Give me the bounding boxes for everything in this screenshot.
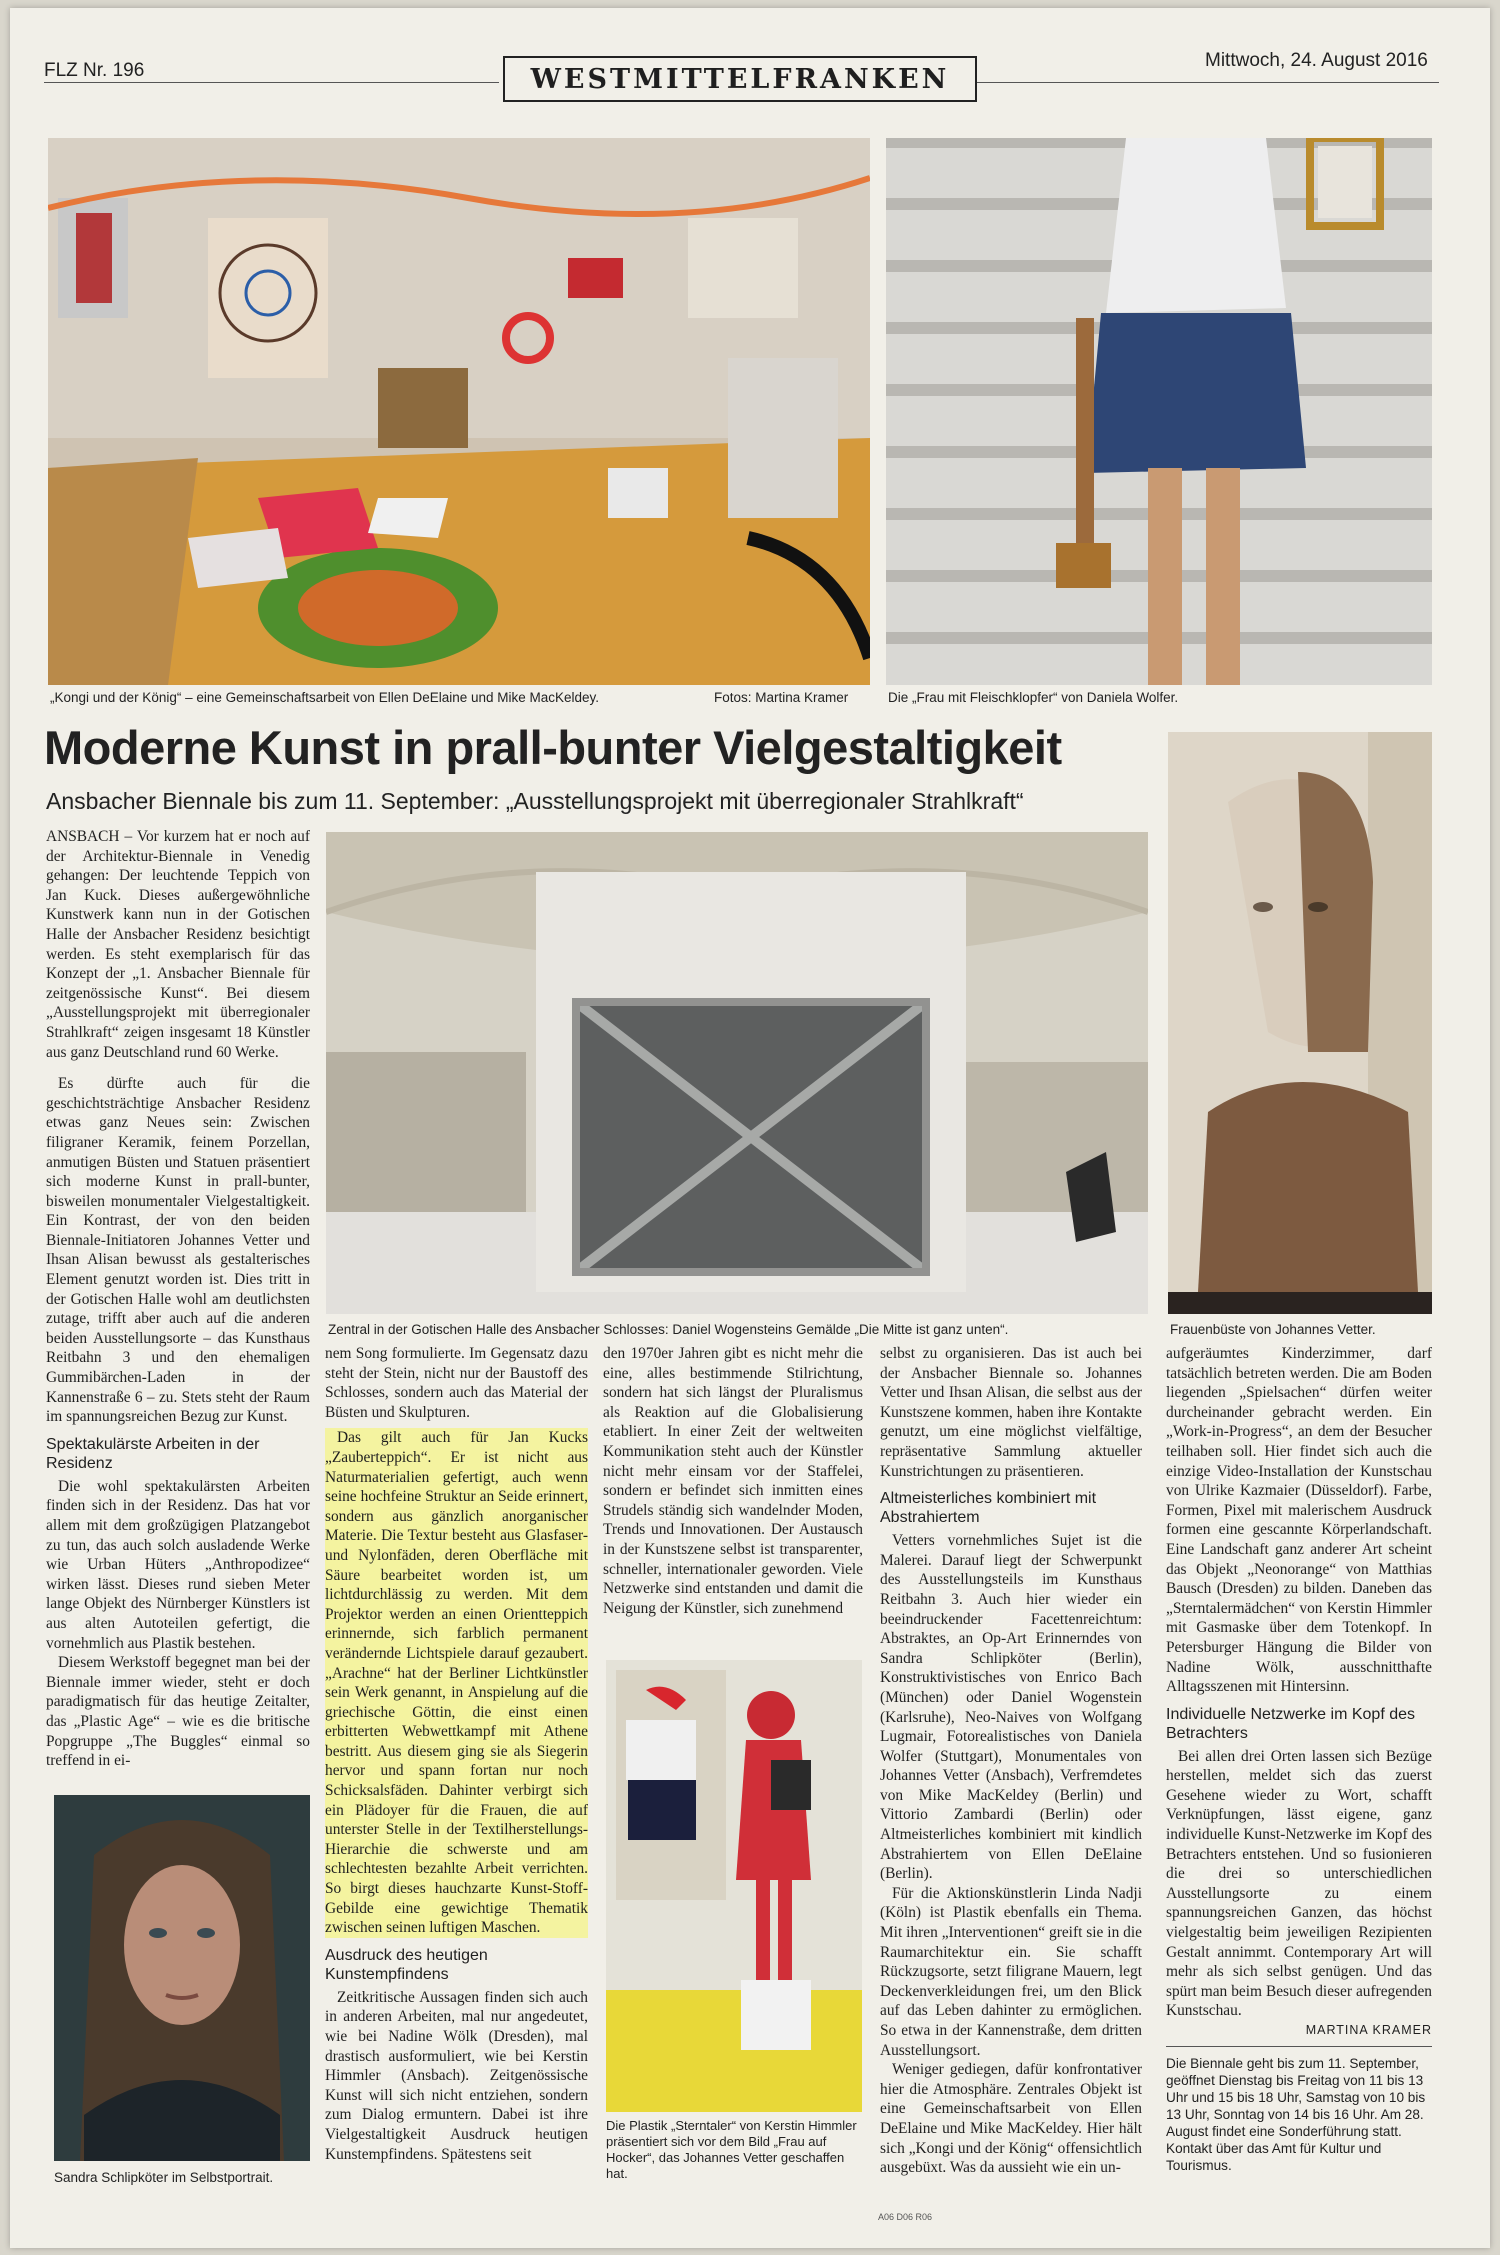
hall-caption: Zentral in der Gotischen Halle des Ansbacher Schlosses: Daniel Wogensteins Gemälde „Die Mitte ist ganz unten“. (328, 1322, 1009, 1337)
sculpture-caption: Die Plastik „Sterntaler“ von Kerstin Himmler präsentiert sich vor dem Bild „Frau auf Hocker“, das Johannes Vetter geschaffen hat. (606, 2118, 857, 2181)
info-rule (1166, 2046, 1432, 2047)
subheading: Ausdruck des heutigen Kunstempfindens (325, 1946, 488, 1983)
wolfer-caption: Die „Frau mit Fleischklopfer“ von Daniela Wolfer. (888, 690, 1179, 705)
subheading: Individuelle Netzwerke im Kopf des Betrachters (1166, 1705, 1416, 1742)
article-column-3 (603, 1344, 863, 1618)
article-subheadline: Ansbacher Biennale bis zum 11. September: „Ausstellungsprojekt mit überregionaler Strahlkraft“ (46, 788, 1024, 814)
masthead-rule-right (977, 82, 1439, 83)
highlighted-paragraph: Das gilt auch für Jan Kucks „Zauberteppich“. Er ist nicht aus Naturmaterialien gefertigt, auch wenn seine hochfeine Struktur an Seide erinnert, sondern aus gänzlich anorganischer Materie. Die Textur besteht aus Glasfaser- und Nylonfäden, deren Oberfläche mit Säure bearbeitet worden ist, um lichtdurchlässig zu werden. Mit dem Projektor werden an einen Orientteppich erinnernde, sich farblich permanent verändernde Lichtspiele darauf gezaubert. „Arachne“ hat der Berliner Lichtkünstler sein Werk genannt, in Anspielung auf die griechische Göttin, die einst einen erbitterten Webwettkampf mit Athene bestritt. Aus diesem ging sie als Siegerin hervor und spann fortan nur noch Schicksalsfäden. Dahinter verbirgt sich ein Plädoyer für die Frauen, die auf unterster Stelle in der Textilherstellungs-Hierarchie die schwerste und am schlechtesten bezahlte Arbeit verrichten. So birgt dieses hauchzarte Kunst-Stoff-Gebilde eine gewichtige Thematik zwischen seinen luftigen Maschen. (325, 1429, 588, 1937)
article-column-2 (325, 1344, 588, 2164)
paragraph: selbst zu organisieren. Das ist auch bei der Ansbacher Biennale so. Johannes Vetter und Ihsan Alisan, die selbst aus der Kunstszene kommen, haben ihre Kontakte genutzt, um eine möglichst vielfältige, repräsentative Sammlung aktueller Kunstrichtungen zu präsentieren. (880, 1345, 1142, 1480)
sculpture-caption-block (606, 2118, 862, 2182)
article-column-1 (46, 827, 310, 1771)
installation-photo (48, 138, 870, 685)
bust-caption: Frauenbüste von Johannes Vetter. (1170, 1322, 1376, 1337)
wolfer-painting-photo (886, 138, 1432, 685)
paragraph: Weniger gediegen, dafür konfrontativer hier die Atmosphäre. Zentrales Objekt ist eine Gemeinschaftsarbeit von Ellen DeElaine und Mike MacKeldey. Hier hält sich „Kongi und der König“ offensichtlich ausgebüxt. Was da aussieht wie ein un- (880, 2061, 1142, 2177)
photo-credit: Fotos: Martina Kramer (714, 690, 849, 705)
sterntaler-photo (606, 1660, 862, 2112)
author-byline: MARTINA KRAMER (1305, 2023, 1432, 2037)
bust-photo (1168, 732, 1432, 1314)
paragraph: Für die Aktionskünstlerin Linda Nadji (Köln) ist Plastik ebenfalls ein Thema. Mit ihren „Interventionen“ greift sie in die Raumarchitektur ein. Sie schafft Rückzugsorte, setzt filigrane Mauern, legt Deckenverkleidungen frei, um den Blick auf das Leben dahinter zu ermöglichen. So etwa in der Kannenstraße, dem dritten Ausstellungsort. (880, 1884, 1142, 2059)
issue-date: Mittwoch, 24. August 2016 (1205, 50, 1428, 71)
paragraph: Bei allen drei Orten lassen sich Bezüge herstellen, meldet sich das zuerst Gesehene wieder zu Wort, schafft Verknüpfungen, lässt eigene, ganz individuelle Kunst-Netzwerke im Kopf des Betrachters entstehen. Und so fusionieren die drei so unterschiedlichen Ausstellungsorte zu einem spannungsreichen Ganzen, das höchst vielgestaltig beim jeweiligen Rezipienten Gestalt annimmt. Contemporary Art will mehr als sich selbst genügen. Und das spürt man beim Besuch dieser aufregenden Kunstschau. (1166, 1747, 1432, 2020)
paragraph: ANSBACH – Vor kurzem hat er noch auf der Architektur-Biennale in Venedig gehangen: Der leuchtende Teppich von Jan Kuck. Dieses außergewöhnliche Kunstwerk kann nun in der Gotischen Halle der Ansbacher Residenz besichtigt werden. Es steht exemplarisch für das Konzept der „1. Ansbacher Biennale für zeitgenössische Kunst“. Bei diesem „Ausstellungsprojekt mit überregionaler Strahlkraft“ zeigen insgesamt 18 Künstler aus ganz Deutschland rund 60 Werke. (46, 828, 310, 1061)
section-title: WESTMITTELFRANKEN (503, 56, 977, 102)
paragraph: Die wohl spektakulärsten Arbeiten finden sich in der Residenz. Das hat vor allem mit dem großzügigen Platzangebot zu tun, das auch solch ausladende Werke wie Urban Hüters „Anthropodizee“ wirken lässt. Dieses rund sieben Meter lange Objekt des Nürnberger Künstlers ist aus alten Autoteilen gefertigt, die vornehmlich aus Plastik bestehen. (46, 1477, 310, 1652)
self-portrait-photo (54, 1795, 310, 2161)
article-column-5 (1166, 1344, 1432, 2174)
paragraph: den 1970er Jahren gibt es nicht mehr die eine, alles bestimmende Stilrichtung, sondern hat sich längst der Pluralismus als Reaktion auf die Globalisierung etabliert. In einer Zeit der weltweiten Kommunikation steht auch der Künstler nicht mehr einsam vor der Staffelei, sondern er befindet sich inmitten eines Strudels ständig sich wandelnder Moden, Trends und Innovationen. Der Austausch in der Kunstszene selbst ist transparenter, schneller, internationaler geworden. Viele Netzwerke sind entstanden und damit die Neigung der Künstler, sich zunehmend (603, 1345, 863, 1617)
paragraph: nem Song formulierte. Im Gegensatz dazu steht der Stein, nicht nur der Baustoff des Schlosses, sondern auch das Material der Büsten und Skulpturen. (325, 1345, 588, 1421)
subheading: Altmeisterliches kombiniert mit Abstrahiertem (880, 1490, 1097, 1527)
info-box: Die Biennale geht bis zum 11. September, geöffnet Dienstag bis Freitag von 11 bis 13 Uhr und 15 bis 18 Uhr, Samstag von 10 bis 13 Uhr, Sonntag von 14 bis 16 Uhr. Am 28. August findet eine Sonderführung statt. Kontakt über das Amt für Kultur und Tourismus. (1166, 2055, 1426, 2173)
paragraph: Vetters vornehmliches Sujet ist die Malerei. Darauf liegt der Schwerpunkt des Ausstellungsteils im Kunsthaus Reitbahn 3. Auch hier wieder ein beeindruckender Facettenreichtum: Abstraktes, an Op-Art Erinnerndes von Sandra Schlipköter (Berlin), Konstruktivistisches von Enrico Bach (München) oder Daniel Wogenstein (Karlsruhe), Neo-Naives von Wolfgang Lugmair, Fotorealistisches von Daniela Wolfer (Stuttgart), Monumentales von Johannes Vetter (Ansbach), Verfremdetes von Mike MacKeldey (Berlin) und Vittorio Zambardi (Berlin) oder Altmeisterliches kombiniert mit kindlich Abstrahiertem von Ellen DeElaine (Berlin). (880, 1532, 1142, 1883)
page-code: A06 D06 R06 (878, 2212, 933, 2222)
portrait-caption: Sandra Schlipköter im Selbstportrait. (54, 2170, 274, 2185)
subheading: Spektakulärste Arbeiten in der Residenz (46, 1435, 260, 1472)
article-column-4 (880, 1344, 1142, 2178)
issue-number: FLZ Nr. 196 (44, 60, 145, 81)
paragraph: Es dürfte auch für die geschichtsträchtige Ansbacher Residenz etwas ganz Neues sein: Zwischen filigraner Keramik, feinem Porzellan, anmutigen Büsten und Statuen präsentiert sich moderne Kunst in prall-bunter, bisweilen monumentaler Vielgestaltigkeit. Ein Kontrast, der von den beiden Biennale-Initiatoren Johannes Vetter und Ihsan Alisan bewusst als gestalterisches Element genutzt worden ist. Dies tritt in der Gotischen Halle wohl am deutlichsten zutage, trifft aber auch auf die anderen beiden Ausstellungsorte – das Kunsthaus Reitbahn 3 und den ehemaligen Gummibärchen-Laden in der Kannenstraße 6 – zu. Stets steht der Raum im spannungsreichen Bezug zur Kunst. (46, 1075, 310, 1426)
paragraph: aufgeräumtes Kinderzimmer, darf tatsächlich betreten werden. Die am Boden liegenden „Spielsachen“ dürfen weiter durcheinander gebracht werden. Ein „Work-in-Progress“, an dem der Besucher teilhaben soll. Hier findet sich auch die einzige Video-Installation der Kunstschau von Ulrike Kazmaier (Düsseldorf). Farbe, Formen, Pixel mit malerischem Ausdruck formen eine gescannte Körperlandschaft. Eine Landschaft ganz anderer Art scheint das Objekt „Neonorange“ von Matthias Bausch (Dresden) zu bilden. Daneben das „Sterntalermädchen“ von Kerstin Himmler mit Gasmaske über dem Totenkopf. In Petersburger Hängung die Bilder von Nadine Wölk, ausschnitthafte Alltagsszenen mit Hintersinn. (1166, 1345, 1432, 1696)
paragraph: Diesem Werkstoff begegnet man bei der Biennale immer wieder, steht er doch paradigmatisch für das heutige Zeitalter, das „Plastic Age“ – wie es die britische Popgruppe „The Buggles“ einmal so treffend in ei- (46, 1654, 310, 1770)
masthead-rule-left (44, 82, 499, 83)
installation-caption: „Kongi und der König“ – eine Gemeinschaftsarbeit von Ellen DeElaine und Mike MacKeldey. (50, 690, 600, 705)
article-headline: Moderne Kunst in prall-bunter Vielgestaltigkeit (44, 721, 1062, 774)
gothic-hall-photo (326, 832, 1148, 1314)
paragraph: Zeitkritische Aussagen finden sich auch in anderen Arbeiten, mal nur angedeutet, wie bei Nadine Wölk (Dresden), mal drastisch ausformuliert, wie bei Kerstin Himmler (Ansbach). Zeitgenössische Kunst will sich nicht entziehen, sondern zum Dialog ermuntern. Dabei ist ihre Vielgestaltigkeit Ausdruck heutigen Kunstempfindens. Spätestens seit (325, 1988, 588, 2163)
